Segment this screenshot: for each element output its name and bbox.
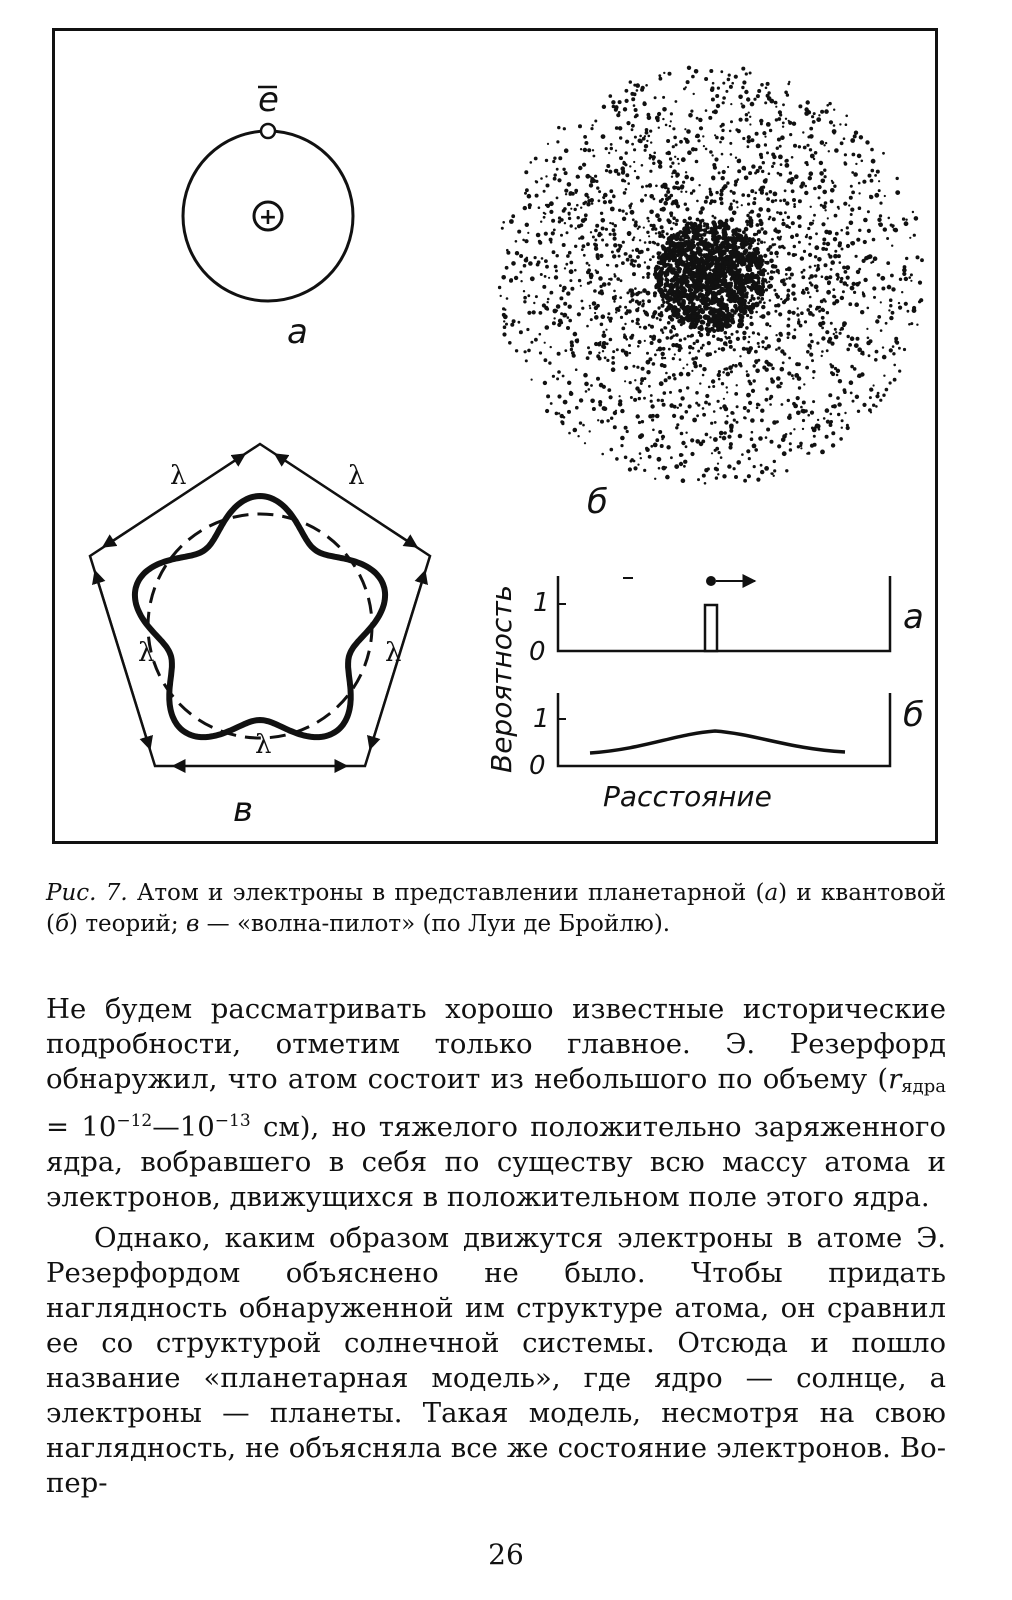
graph-b-frame <box>558 693 890 766</box>
caption-text: ) теорий; <box>69 911 186 937</box>
lambda-label: λ <box>138 638 155 668</box>
graph-tick-0: 0 <box>529 637 546 667</box>
body-text <box>46 992 946 1507</box>
graph-ylabel: Вероятность <box>485 584 518 773</box>
graph-a-frame <box>558 576 890 651</box>
dashed-orbit <box>148 514 372 738</box>
figure-frame <box>52 28 938 844</box>
formula-subscript: ядра <box>901 1076 946 1097</box>
label-b-cloud: б <box>587 482 608 522</box>
electron-label: e <box>258 80 279 120</box>
paragraph-1-text: см), но тяжелого положительно заряженного ядра, вобравшего в себя по существу всю массу атома и электронов, движущихся в положительном поле этого ядра. <box>46 1111 947 1213</box>
formula-exponent: −12 <box>116 1111 153 1131</box>
caption-ref-v: в <box>185 911 200 937</box>
moving-electron-dot <box>706 576 716 586</box>
formula-dash: —10 <box>152 1111 215 1143</box>
caption-label: Рис. 7. <box>46 880 128 906</box>
standing-wave-orbit <box>135 496 385 737</box>
planetary-atom-diagram <box>183 80 353 352</box>
formula-r: r <box>888 1063 902 1095</box>
caption-text: Атом и электроны в представлении планетарной ( <box>127 880 765 906</box>
graph-b-distribution-curve <box>590 731 845 753</box>
graph-b-label: б <box>903 695 924 735</box>
page-number: 26 <box>488 1538 524 1571</box>
paragraph-1-text: Не будем рассматривать хорошо известные исторические подробности, отметим только главное. Э. Резерфорд обнаружил, что атом состоит из небольшого по объему ( <box>46 993 946 1095</box>
label-a-atom: а <box>287 312 308 352</box>
figure-caption <box>46 878 946 940</box>
graph-tick-1: 1 <box>533 704 550 734</box>
graph-a-spike <box>705 605 717 651</box>
lambda-label: λ <box>170 461 187 491</box>
graph-tick-0: 0 <box>529 751 546 781</box>
figure-7-illustration <box>55 31 935 841</box>
formula-exponent: −13 <box>214 1111 251 1131</box>
lambda-label: λ <box>255 730 272 760</box>
graph-a-label: а <box>903 597 924 637</box>
label-v-pilot-wave: в <box>233 790 254 830</box>
graph-xlabel: Расстояние <box>603 780 772 813</box>
pilot-wave-diagram <box>90 444 430 830</box>
caption-ref-a: а <box>764 880 779 906</box>
electron-cloud-diagram <box>498 66 924 485</box>
caption-text: — «волна-пилот» (по Луи де Бройлю). <box>199 911 671 937</box>
formula-eq: = 10 <box>46 1111 117 1143</box>
graph-tick-1: 1 <box>533 588 550 618</box>
nucleus-plus-symbol: + <box>258 205 278 230</box>
electron-dot <box>261 124 275 138</box>
paragraph-2: Однако, каким образом движутся электроны в атоме Э. Резерфордом объяснено не было. Чтобы придать наглядность обнаруженной им структуре атома, он сравнил ее со структурой солнечной системы. Отсюда и пошло название «планетарная модель», где ядро — солнце, а электроны — планеты. Такая модель, несмотря на свою наглядность, не объясняла все же состояние электронов. Во-пер- <box>46 1222 946 1499</box>
wavelength-arrow <box>275 454 417 547</box>
lambda-label: λ <box>348 461 365 491</box>
lambda-label: λ <box>385 638 402 668</box>
caption-text: ) и квантовой ( <box>46 880 946 937</box>
caption-ref-b: б <box>54 911 70 937</box>
paragraph-1 <box>46 992 946 1215</box>
probability-graph <box>485 576 924 813</box>
